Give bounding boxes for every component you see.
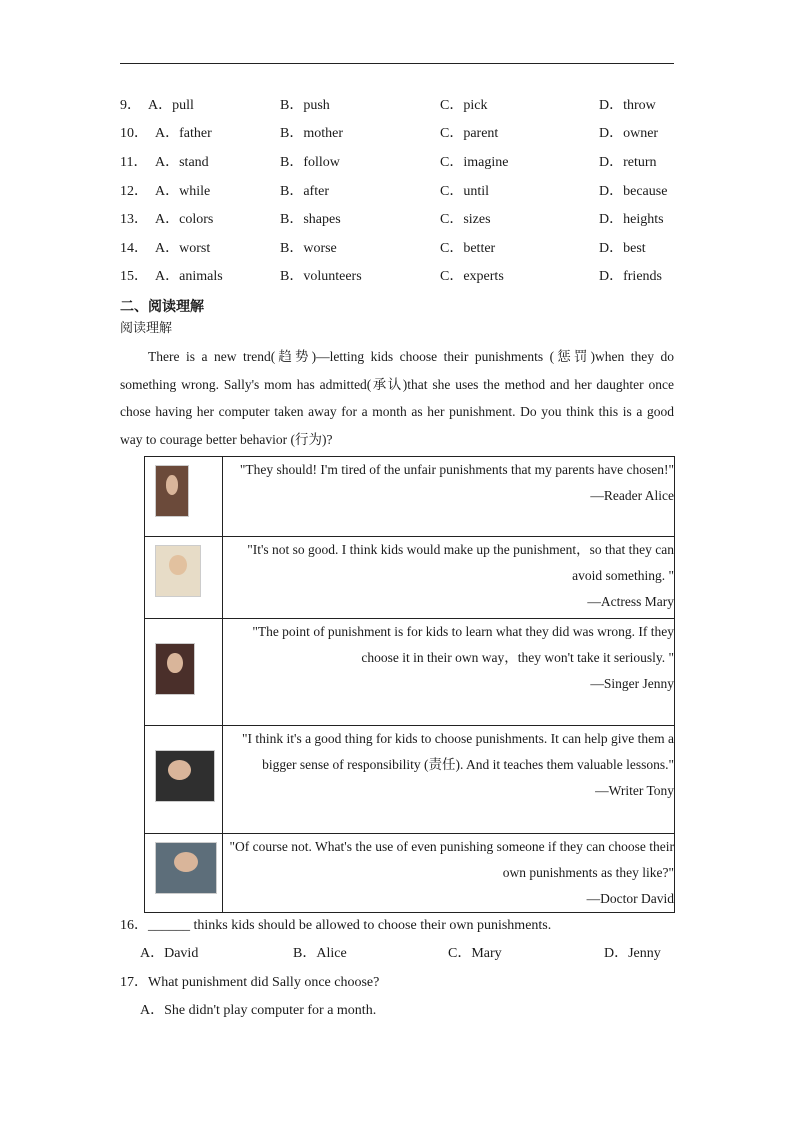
option-b[interactable]: B．volunteers bbox=[280, 269, 362, 284]
question-16-options bbox=[120, 942, 680, 962]
option-b[interactable]: B．push bbox=[280, 98, 330, 113]
opinion-author: —Actress Mary bbox=[587, 594, 674, 609]
question-16-stem: 16．______ thinks kids should be allowed to choose their own punishments. bbox=[120, 918, 552, 933]
option-d[interactable]: D．Jenny bbox=[604, 946, 661, 961]
option-d[interactable]: D．best bbox=[599, 241, 646, 256]
option-a[interactable]: A．stand bbox=[155, 155, 209, 170]
photo-cell bbox=[145, 726, 223, 834]
question-14-options bbox=[120, 239, 680, 259]
opinion-author: —Doctor David bbox=[586, 891, 674, 906]
option-a[interactable]: A．animals bbox=[155, 269, 223, 284]
option-c[interactable]: C．better bbox=[440, 241, 496, 256]
option-d[interactable]: D．heights bbox=[599, 212, 664, 227]
table-row bbox=[145, 537, 675, 619]
option-a[interactable]: A．David bbox=[140, 946, 199, 961]
question-number: 9． bbox=[120, 98, 141, 113]
question-number: 11． bbox=[120, 155, 148, 170]
quote-cell bbox=[223, 457, 675, 537]
quote-cell bbox=[223, 834, 675, 913]
option-a[interactable]: A．while bbox=[155, 184, 211, 199]
opinion-text: "They should! I'm tired of the unfair punishments that my parents have chosen!" bbox=[239, 462, 674, 477]
photo-cell bbox=[145, 834, 223, 913]
question-number: 12． bbox=[120, 184, 148, 199]
opinion-text: "I think it's a good thing for kids to choose punishments. It can help give them a bigger sense of responsibility (责任). And it teaches them valuable lessons." bbox=[242, 731, 674, 772]
question-number: 14． bbox=[120, 241, 148, 256]
opinions-table bbox=[144, 456, 675, 913]
photo-cell bbox=[145, 457, 223, 537]
option-a[interactable]: A．pull bbox=[148, 98, 194, 113]
question-11-options bbox=[120, 153, 680, 173]
question-12-options bbox=[120, 182, 680, 202]
option-d[interactable]: D．throw bbox=[599, 98, 656, 113]
opinion-author: —Reader Alice bbox=[590, 488, 674, 503]
passage-text: There is a new trend(趋势)—letting kids choose their punishments (惩罚)when they do something wrong. Sally's mom has admitted(承认)that she uses the method and her daughter once chose having her computer taken away for a month as her punishment. Do you think this is a good way to courage better behavior (行为)? bbox=[120, 349, 674, 447]
question-9-options bbox=[120, 96, 680, 116]
option-c[interactable]: C．sizes bbox=[440, 212, 491, 227]
option-d[interactable]: D．owner bbox=[599, 126, 659, 141]
option-c[interactable]: C．experts bbox=[440, 269, 504, 284]
quote-cell bbox=[223, 619, 675, 726]
reading-passage bbox=[120, 343, 674, 453]
option-b[interactable]: B．follow bbox=[280, 155, 340, 170]
option-b[interactable]: B．worse bbox=[280, 241, 337, 256]
table-row bbox=[145, 726, 675, 834]
option-b[interactable]: B．mother bbox=[280, 126, 343, 141]
option-c[interactable]: C．until bbox=[440, 184, 490, 199]
section-title: 二、阅读理解 bbox=[120, 299, 204, 315]
table-row bbox=[145, 834, 675, 913]
option-d[interactable]: D．because bbox=[599, 184, 668, 199]
option-c[interactable]: C．Mary bbox=[448, 946, 502, 961]
photo-cell bbox=[145, 619, 223, 726]
option-b[interactable]: B．shapes bbox=[280, 212, 341, 227]
section-subtitle: 阅读理解 bbox=[120, 321, 173, 336]
woman-portrait-image bbox=[155, 465, 189, 517]
woman-in-suit-portrait-image bbox=[155, 643, 195, 695]
opinion-author: —Writer Tony bbox=[595, 783, 674, 798]
table-row bbox=[145, 619, 675, 726]
header-rule bbox=[120, 63, 674, 64]
question-10-options bbox=[120, 124, 680, 144]
table-row bbox=[145, 457, 675, 537]
question-number: 10． bbox=[120, 126, 148, 141]
doctor-portrait-image bbox=[155, 842, 217, 894]
question-13-options bbox=[120, 210, 680, 230]
photo-cell bbox=[145, 537, 223, 619]
opinion-text: "The point of punishment is for kids to learn what they did was wrong. If they choose it in their own way，they won't take it seriously. " bbox=[252, 624, 674, 665]
option-a[interactable]: A．colors bbox=[155, 212, 214, 227]
opinion-text: "It's not so good. I think kids would make up the punishment，so that they can avoid something. " bbox=[247, 542, 674, 583]
option-c[interactable]: C．pick bbox=[440, 98, 488, 113]
quote-cell bbox=[223, 537, 675, 619]
blonde-woman-portrait-image bbox=[155, 545, 201, 597]
option-b[interactable]: B．Alice bbox=[293, 946, 347, 961]
quote-cell bbox=[223, 726, 675, 834]
question-number: 15． bbox=[120, 269, 148, 284]
question-number: 13． bbox=[120, 212, 148, 227]
man-speaking-portrait-image bbox=[155, 750, 215, 802]
option-a[interactable]: A．She didn't play computer for a month. bbox=[140, 1003, 377, 1018]
option-c[interactable]: C．imagine bbox=[440, 155, 509, 170]
option-a[interactable]: A．father bbox=[155, 126, 212, 141]
option-a[interactable]: A．worst bbox=[155, 241, 211, 256]
option-c[interactable]: C．parent bbox=[440, 126, 499, 141]
question-17-stem: 17．What punishment did Sally once choose? bbox=[120, 975, 380, 990]
opinion-author: —Singer Jenny bbox=[590, 676, 674, 691]
option-b[interactable]: B．after bbox=[280, 184, 329, 199]
question-15-options bbox=[120, 267, 680, 287]
opinion-text: "Of course not. What's the use of even punishing someone if they can choose their own punishments as they like?" bbox=[229, 839, 674, 880]
option-d[interactable]: D．return bbox=[599, 155, 657, 170]
option-d[interactable]: D．friends bbox=[599, 269, 662, 284]
